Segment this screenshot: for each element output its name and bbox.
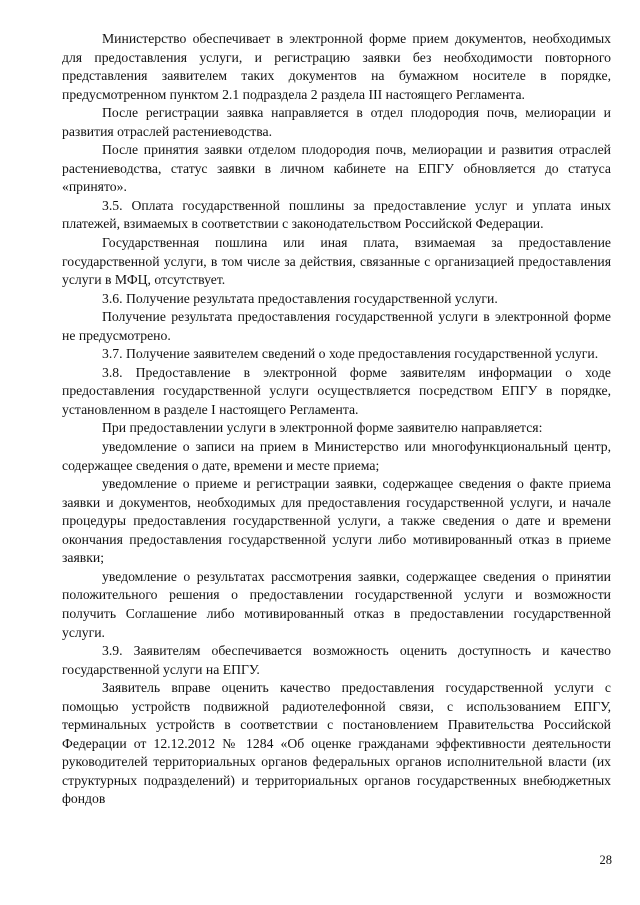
- paragraph-quality-assessment: Заявитель вправе оценить качество предоставления государственной услуги с помощью устройств подвижной радиотелефонной связи, с использованием ЕПГУ, терминальных устройств в соответствии с постановлением Правительства Российской Федерации от 12.12.2012 № 1284 «Об оценке гражданами эффективности деятельности руководителей территориальных органов федеральных органов исполнительной власти (их структурных подразделений) и территориальных органов государственных внебюджетных фондов: [62, 680, 611, 807]
- paragraph-section-3-8: 3.8. Предоставление в электронной форме заявителям информации о ходе предоставления государственной услуги осуществляется посредством ЕПГУ в порядке, установленном в разделе I настоящего Регламента.: [62, 364, 611, 417]
- paragraph-registration-routing: После регистрации заявка направляется в отдел плодородия почв, мелиорации и развития отраслей растениеводства.: [62, 105, 611, 139]
- paragraph-result-not-electronic: Получение результата предоставления государственной услуги в электронной форме не предусмотрено.: [62, 309, 611, 343]
- paragraph-section-3-5: 3.5. Оплата государственной пошлины за предоставление услуг и уплата иных платежей, взимаемых в соответствии с законодательством Российской Федерации.: [62, 197, 611, 232]
- page-number: 28: [599, 853, 612, 867]
- paragraph-notifications-intro: При предоставлении услуги в электронной форме заявителю направляется:: [102, 420, 543, 436]
- paragraph-status-update: После принятия заявки отделом плодородия почв, мелиорации и развития отраслей растениеводства, статус заявки в личном кабинете на ЕПГУ обновляется до статуса «принято».: [62, 142, 611, 195]
- paragraph-section-3-7: 3.7. Получение заявителем сведений о ходе предоставления государственной услуги.: [102, 346, 599, 362]
- paragraph-section-3-9: 3.9. Заявителям обеспечивается возможность оценить доступность и качество государственной услуги на ЕПГУ.: [62, 643, 611, 677]
- paragraph-notification-appointment: уведомление о записи на прием в Министерство или многофункциональный центр, содержащее сведения о дате, времени и месте приема;: [62, 439, 611, 473]
- document-page: [62, 30, 611, 809]
- paragraph-fee-absent: Государственная пошлина или иная плата, взимаемая за предоставление государственной услуги, в том числе за действия, связанные с организацией предоставления услуги в МФЦ, отсутствует.: [62, 235, 611, 288]
- paragraph-section-3-6: 3.6. Получение результата предоставления государственной услуги.: [102, 290, 498, 306]
- paragraph-notification-registration: уведомление о приеме и регистрации заявки, содержащее сведения о факте приема заявки и документов, необходимых для предоставления государственной услуги, и начале процедуры предоставления государственной услуги, а также сведения о дате и времени окончания предоставления государственной услуги либо мотивированный отказ в приеме заявки;: [62, 476, 611, 566]
- paragraph-electronic-intake: Министерство обеспечивает в электронной форме прием документов, необходимых для предоставления услуги, и регистрацию заявки без необходимости повторного представления заявителем таких документов на бумажном носителе в порядке, предусмотренном пунктом 2.1 подраздела 2 раздела III настоящего Регламента.: [62, 31, 611, 102]
- paragraph-notification-result: уведомление о результатах рассмотрения заявки, содержащее сведения о принятии положительного решения о предоставлении государственной услуги и возможности получить Соглашение либо мотивированный отказ в предоставлении государственной услуги.: [62, 568, 611, 640]
